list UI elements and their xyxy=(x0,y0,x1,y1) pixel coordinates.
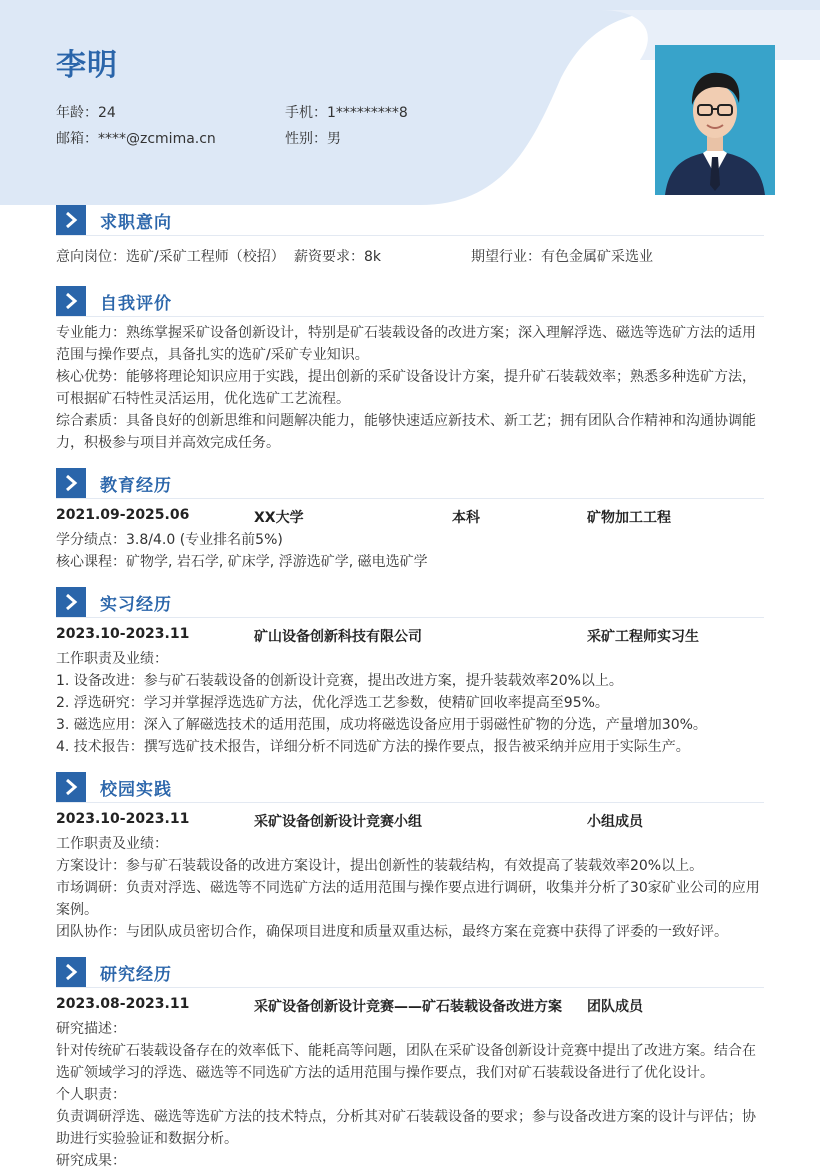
section-campus xyxy=(56,772,172,802)
research-desc-label: 研究描述： xyxy=(56,1021,126,1037)
chevron-right-icon xyxy=(56,772,86,802)
email-text: 邮箱：****@zcmima.cn xyxy=(56,131,216,147)
section-self-eval xyxy=(56,286,172,316)
divider xyxy=(56,987,764,988)
research-role: 团队成员 xyxy=(587,999,643,1015)
campus-item: 团队协作：与团队成员密切合作，确保项目进度和质量双重达标，最终方案在竞赛中获得了评委的一致好评。 xyxy=(56,924,728,940)
chevron-right-icon xyxy=(56,587,86,617)
section-internship xyxy=(56,587,172,617)
salary-text: 薪资要求：8k xyxy=(294,249,382,265)
position-text: 意向岗位：选矿/采矿工程师（校招） xyxy=(56,249,285,265)
research-result-label: 研究成果： xyxy=(56,1153,126,1169)
chevron-right-icon xyxy=(56,468,86,498)
internship-item: 2. 浮选研究：学习并掌握浮选选矿方法，优化浮选工艺参数，使精矿回收率提高至95%。 xyxy=(56,695,609,711)
divider xyxy=(56,802,764,803)
section-title: 自我评价 xyxy=(100,293,172,314)
campus-org: 采矿设备创新设计竞赛小组 xyxy=(254,814,422,830)
internship-period: 2023.10-2023.11 xyxy=(56,626,190,642)
chevron-right-icon xyxy=(56,957,86,987)
profile-photo xyxy=(655,45,775,195)
internship-company: 矿山设备创新科技有限公司 xyxy=(254,629,422,645)
self-eval-paragraph: 核心优势：能够将理论知识应用于实践，提出创新的采矿设备设计方案，提升矿石装载效率；熟悉多种选矿方法，可根据矿石特性灵活运用，优化选矿工艺流程。 xyxy=(56,369,756,407)
education-courses: 核心课程：矿物学, 岩石学, 矿床学, 浮游选矿学, 磁电选矿学 xyxy=(56,554,428,570)
section-title: 求职意向 xyxy=(100,212,172,233)
divider xyxy=(56,316,764,317)
internship-duty-label: 工作职责及业绩： xyxy=(56,651,168,667)
research-period: 2023.08-2023.11 xyxy=(56,996,190,1012)
self-eval-paragraph: 综合素质：具备良好的创新思维和问题解决能力，能够快速适应新技术、新工艺；拥有团队合作精神和沟通协调能力，积极参与项目并高效完成任务。 xyxy=(56,413,756,451)
research-duty-label: 个人职责： xyxy=(56,1087,126,1103)
education-period: 2021.09-2025.06 xyxy=(56,507,190,523)
education-gpa: 学分绩点：3.8/4.0 (专业排名前5%) xyxy=(56,532,283,548)
research-project: 采矿设备创新设计竞赛——矿石装载设备改进方案 xyxy=(254,999,562,1015)
internship-item: 3. 磁选应用：深入了解磁选技术的适用范围，成功将磁选设备应用于弱磁性矿物的分选，产量增加30%。 xyxy=(56,717,707,733)
campus-item: 方案设计：参与矿石装载设备的改进方案设计，提出创新性的装载结构，有效提高了装载效率20%以上。 xyxy=(56,858,704,874)
campus-period: 2023.10-2023.11 xyxy=(56,811,190,827)
education-school: XX大学 xyxy=(254,510,304,526)
campus-item: 市场调研：负责对浮选、磁选等不同选矿方法的适用范围与操作要点进行调研，收集并分析了30家矿业公司的应用案例。 xyxy=(56,880,760,918)
section-research xyxy=(56,957,172,987)
internship-role: 采矿工程师实习生 xyxy=(587,629,699,645)
internship-item: 4. 技术报告：撰写选矿技术报告，详细分析不同选矿方法的操作要点，报告被采纳并应用于实际生产。 xyxy=(56,739,690,755)
section-education xyxy=(56,468,172,498)
age-text: 年龄：24 xyxy=(56,105,116,121)
section-job-intention xyxy=(56,205,172,235)
research-desc: 针对传统矿石装载设备存在的效率低下、能耗高等问题，团队在采矿设备创新设计竞赛中提出了改进方案。结合在选矿领域学习的浮选、磁选等不同选矿方法的适用范围与操作要点，我们对矿石装载设备进行了优化设计。 xyxy=(56,1043,756,1081)
divider xyxy=(56,235,764,236)
chevron-right-icon xyxy=(56,286,86,316)
gender-text: 性别：男 xyxy=(285,131,341,147)
divider xyxy=(56,617,764,618)
research-duty: 负责调研浮选、磁选等选矿方法的技术特点，分析其对矿石装载设备的要求；参与设备改进方案的设计与评估；协助进行实验验证和数据分析。 xyxy=(56,1109,756,1147)
chevron-right-icon xyxy=(56,205,86,235)
industry-text: 期望行业：有色金属矿采选业 xyxy=(471,249,653,265)
education-major: 矿物加工工程 xyxy=(587,510,671,526)
self-eval-paragraph: 专业能力：熟练掌握采矿设备创新设计，特别是矿石装载设备的改进方案；深入理解浮选、磁选等选矿方法的适用范围与操作要点，具备扎实的选矿/采矿专业知识。 xyxy=(56,325,756,363)
section-title: 校园实践 xyxy=(100,779,172,800)
divider xyxy=(56,498,764,499)
education-degree: 本科 xyxy=(452,510,480,526)
section-title: 教育经历 xyxy=(100,475,172,496)
candidate-name: 李明 xyxy=(56,48,118,83)
internship-item: 1. 设备改进：参与矿石装载设备的创新设计竞赛，提出改进方案，提升装载效率20%以上。 xyxy=(56,673,623,689)
section-title: 研究经历 xyxy=(100,964,172,985)
phone-text: 手机：1*********8 xyxy=(285,105,408,121)
campus-duty-label: 工作职责及业绩： xyxy=(56,836,168,852)
campus-role: 小组成员 xyxy=(587,814,643,830)
section-title: 实习经历 xyxy=(100,594,172,615)
